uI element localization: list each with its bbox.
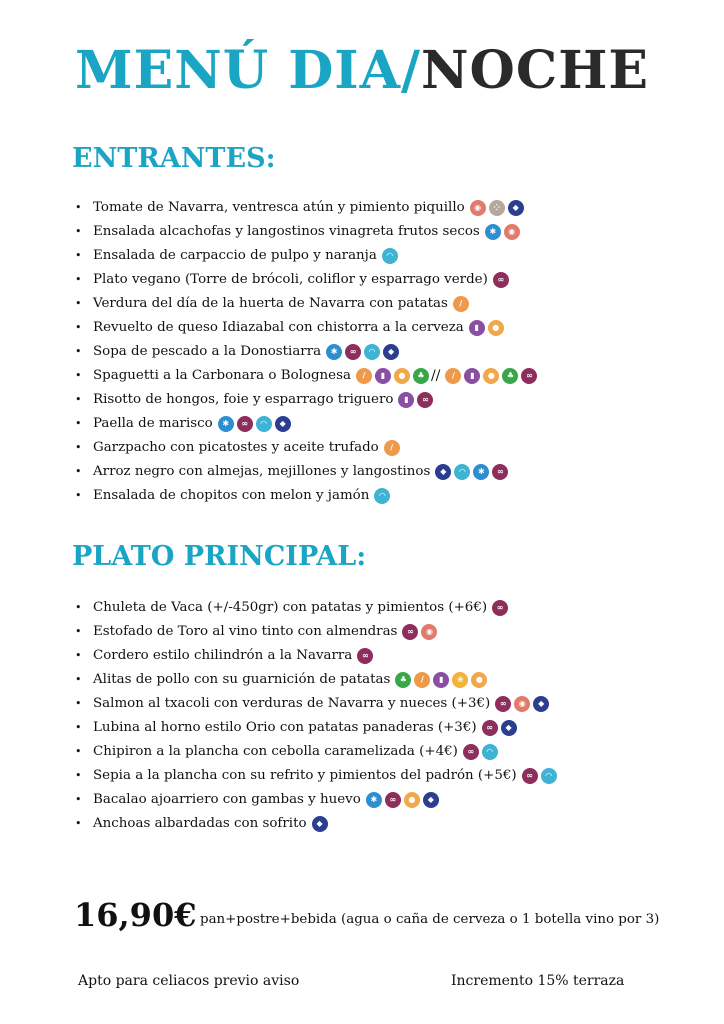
bullet: • [75,369,82,382]
bullet: • [75,649,82,662]
principal-list [72,596,692,836]
bullet: • [75,441,82,454]
gluten-icon: / [356,368,372,384]
fish-icon: ◆ [423,792,439,808]
menu-item-text: Plato vegano (Torre de brócoli, coliflor y esparrago verde) [93,272,488,287]
menu-item-text: Lubina al horno estilo Orio con patatas panaderas (+3€) [93,720,477,735]
bullet: • [75,817,82,830]
bullet: • [75,673,82,686]
menu-item [72,196,692,220]
menu-title-part2: NOCHE [420,40,649,101]
crustacean-icon: ✱ [326,344,342,360]
bullet: • [75,697,82,710]
dairy-icon: ▮ [375,368,391,384]
menu-item-text: Chipiron a la plancha con cebolla caramelizada (+4€) [93,744,458,759]
menu-item [72,316,692,340]
allergen-icons [381,440,400,456]
bullet: • [75,465,82,478]
dairy-icon: ▮ [398,392,414,408]
crustacean-icon: ✱ [473,464,489,480]
menu-item [72,740,692,764]
celery-icon: ♣ [413,368,429,384]
menu-item [72,596,692,620]
menu-item [72,764,692,788]
bullet: • [75,249,82,262]
menu-item [72,412,692,436]
sulphite-icon: ∞ [345,344,361,360]
nut-icon: ◉ [421,624,437,640]
menu-item [72,364,692,388]
fish-icon: ◆ [435,464,451,480]
menu-item-text: Ensalada alcachofas y langostinos vinagreta frutos secos [93,224,480,239]
principal-heading: PLATO PRINCIPAL: [72,541,367,572]
menu-item [72,340,692,364]
mollusc-icon: ◠ [454,464,470,480]
menu-item-text: Tomate de Navarra, ventresca atún y pimiento piquillo [93,200,465,215]
menu-item-text: Risotto de hongos, foie y esparrago triguero [93,392,394,407]
menu-item-text: Anchoas albardadas con sofrito [93,816,307,831]
celiac-note: Apto para celiacos previo aviso [78,973,300,989]
gluten-icon: / [453,296,469,312]
allergen-icons [353,364,537,388]
lupin-icon: ❀ [452,672,468,688]
sulphite-icon: ∞ [417,392,433,408]
menu-title-part1: MENÚ DIA [75,40,401,101]
menu-item [72,268,692,292]
celery-icon: ♣ [502,368,518,384]
allergen-icons [432,464,508,480]
allergen-icons [323,344,399,360]
menu-item-text: Ensalada de carpaccio de pulpo y naranja [93,248,377,263]
menu-item-text: Salmon al txacoli con verduras de Navarra y nueces (+3€) [93,696,491,711]
mollusc-icon: ◠ [482,744,498,760]
dairy-icon: ▮ [433,672,449,688]
menu-item [72,620,692,644]
sulphite-icon: ∞ [402,624,418,640]
menu-item [72,436,692,460]
menu-item-text: Chuleta de Vaca (+/-450gr) con patatas y pimientos (+6€) [93,600,488,615]
menu-title [0,40,724,101]
allergen-icons [379,248,398,264]
egg-icon: ● [471,672,487,688]
bullet: • [75,745,82,758]
bullet: • [75,417,82,430]
menu-item-text: Sopa de pescado a la Donostiarra [93,344,322,359]
allergen-icons [450,296,469,312]
allergen-icons [215,416,291,432]
bullet: • [75,601,82,614]
menu-item [72,460,692,484]
crustacean-icon: ✱ [218,416,234,432]
bullet: • [75,225,82,238]
sulphite-icon: ∞ [463,744,479,760]
egg-icon: ● [394,368,410,384]
allergen-icons [354,648,373,664]
bullet: • [75,721,82,734]
celery-icon: ♣ [395,672,411,688]
menu-item [72,484,692,508]
allergen-icons [490,272,509,288]
sesame-icon: ⁘ [489,200,505,216]
allergen-icons [395,392,433,408]
bullet: • [75,769,82,782]
allergen-icons [392,672,487,688]
menu-item-text: Spaguetti a la Carbonara o Bolognesa [93,368,351,383]
menu-item-text: Cordero estilo chilindrón a la Navarra [93,648,353,663]
menu-item [72,644,692,668]
entrantes-list [72,196,692,508]
bullet: • [75,321,82,334]
menu-item [72,812,692,836]
menu-item-text: Ensalada de chopitos con melon y jamón [93,488,370,503]
crustacean-icon: ✱ [485,224,501,240]
sulphite-icon: ∞ [237,416,253,432]
egg-icon: ● [404,792,420,808]
menu-item-text: Arroz negro con almejas, mejillones y langostinos [93,464,431,479]
menu-item-text: Verdura del día de la huerta de Navarra con patatas [93,296,448,311]
nut-icon: ◉ [504,224,520,240]
allergen-icons [467,200,524,216]
nut-icon: ◉ [470,200,486,216]
bullet: • [75,489,82,502]
allergen-icons [466,320,504,336]
sulphite-icon: ∞ [357,648,373,664]
gluten-icon: / [445,368,461,384]
sulphite-icon: ∞ [482,720,498,736]
dairy-icon: ▮ [464,368,480,384]
menu-item [72,788,692,812]
egg-icon: ● [488,320,504,336]
bullet: • [75,793,82,806]
entrantes-heading: ENTRANTES: [72,143,276,174]
allergen-icons [489,600,508,616]
allergen-icons [479,720,517,736]
dairy-icon: ▮ [469,320,485,336]
menu-item [72,292,692,316]
option-separator: // [430,368,441,384]
menu-item [72,692,692,716]
sulphite-icon: ∞ [385,792,401,808]
allergen-icons [482,224,520,240]
menu-item-text: Alitas de pollo con su guarnición de patatas [93,672,391,687]
fish-icon: ◆ [533,696,549,712]
allergen-icons [371,488,390,504]
price-note: pan+postre+bebida (agua o caña de cerveza o 1 botella vino por 3) [200,912,660,927]
sulphite-icon: ∞ [492,464,508,480]
sulphite-icon: ∞ [493,272,509,288]
fish-icon: ◆ [383,344,399,360]
gluten-icon: / [384,440,400,456]
allergen-icons [460,744,498,760]
allergen-icons [492,696,549,712]
sulphite-icon: ∞ [495,696,511,712]
crustacean-icon: ✱ [366,792,382,808]
menu-item-text: Sepia a la plancha con su refrito y pimientos del padrón (+5€) [93,768,517,783]
bullet: • [75,273,82,286]
bullet: • [75,297,82,310]
mollusc-icon: ◠ [256,416,272,432]
menu-item [72,388,692,412]
menu-item [72,220,692,244]
allergen-icons [399,624,437,640]
mollusc-icon: ◠ [541,768,557,784]
menu-item-text: Revuelto de queso Idiazabal con chistorra a la cerveza [93,320,464,335]
terrace-note: Incremento 15% terraza [451,973,625,989]
fish-icon: ◆ [508,200,524,216]
menu-item [72,668,692,692]
allergen-icons [363,792,439,808]
menu-item-text: Garzpacho con picatostes y aceite trufado [93,440,379,455]
bullet: • [75,625,82,638]
mollusc-icon: ◠ [374,488,390,504]
fish-icon: ◆ [312,816,328,832]
bullet: • [75,345,82,358]
sulphite-icon: ∞ [522,768,538,784]
mollusc-icon: ◠ [364,344,380,360]
menu-price: 16,90€ [74,896,197,934]
bullet: • [75,201,82,214]
fish-icon: ◆ [275,416,291,432]
allergen-icons [309,816,328,832]
sulphite-icon: ∞ [521,368,537,384]
menu-title-slash: / [400,40,421,101]
egg-icon: ● [483,368,499,384]
bullet: • [75,393,82,406]
mollusc-icon: ◠ [382,248,398,264]
menu-item [72,716,692,740]
nut-icon: ◉ [514,696,530,712]
menu-item [72,244,692,268]
menu-item-text: Estofado de Toro al vino tinto con almendras [93,624,398,639]
fish-icon: ◆ [501,720,517,736]
menu-item-text: Bacalao ajoarriero con gambas y huevo [93,792,361,807]
gluten-icon: / [414,672,430,688]
allergen-icons [519,768,557,784]
menu-item-text: Paella de marisco [93,416,213,431]
sulphite-icon: ∞ [492,600,508,616]
